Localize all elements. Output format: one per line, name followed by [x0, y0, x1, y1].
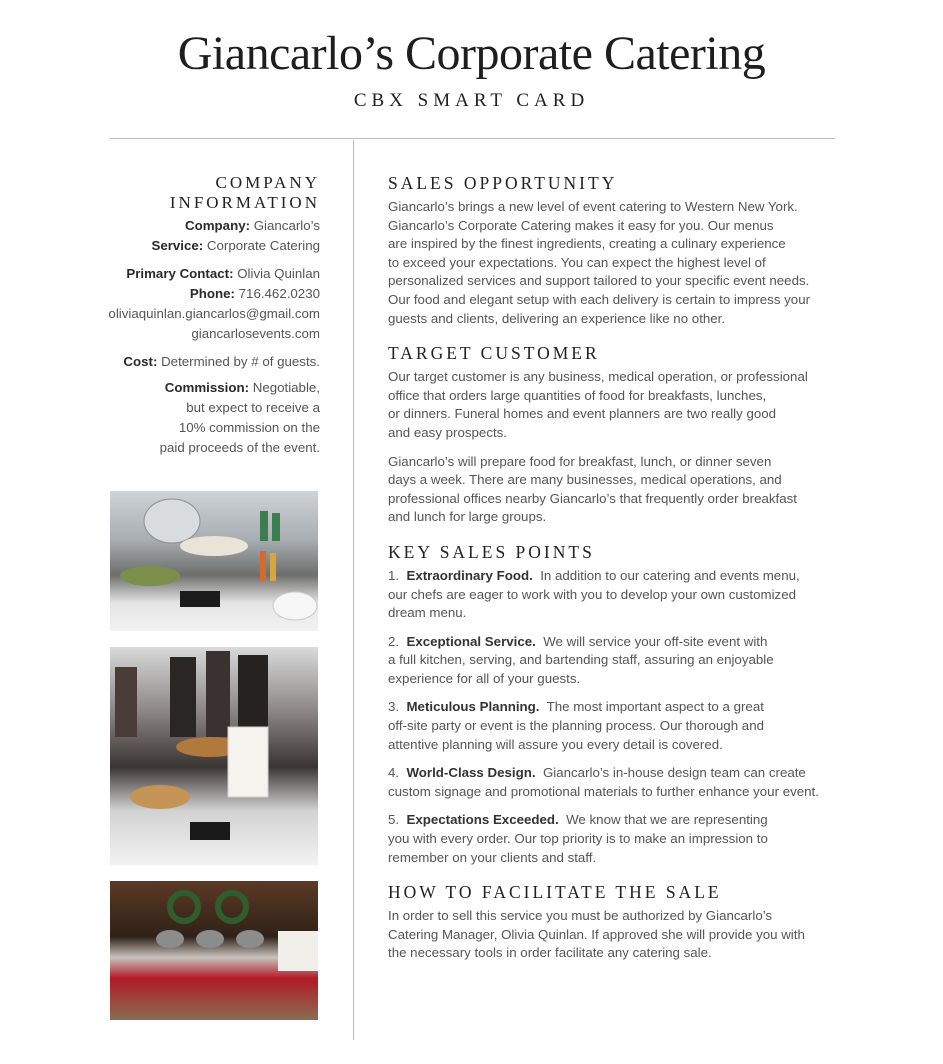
- target-customer-paragraph: Our target customer is any business, medical operation, or professional office that orders large quantities of food for breakfasts, lunches, or dinners. Funeral homes and event planners are two really good and easy prospects.: [388, 369, 808, 440]
- catering-buffet-photo: [110, 491, 318, 631]
- target-customer-paragraph: Giancarlo’s will prepare food for breakfast, lunch, or dinner seven days a week. There are many businesses, medical operations, and professional offices nearby Giancarlo’s that frequently order breakfast and lunch for large groups.: [388, 453, 797, 525]
- facilitate-sale-section: HOW TO FACILITATE THE SALE In order to sell this service you must be authorized by Giancarlo’s Catering Manager, Olivia Quinlan. If approved she will provide you with the necessary tools in order facilitate any catering sale.: [388, 881, 858, 963]
- contact-row: Primary Contact: Olivia Quinlan: [126, 266, 320, 281]
- list-item: 3. Meticulous Planning. The most important aspect to a great off-site party or event is the planning process. Our thorough and attentive planning will assure you every detail is covered.: [388, 699, 764, 752]
- page-title: Giancarlo’s Corporate Catering: [177, 27, 766, 80]
- commission-row: Commission: Negotiable,: [164, 380, 320, 395]
- phone-row: Phone: 716.462.0230: [189, 286, 320, 301]
- column-divider: [353, 140, 354, 1040]
- target-customer-heading: TARGET CUSTOMER: [388, 343, 600, 364]
- sales-opportunity-heading: SALES OPPORTUNITY: [388, 173, 618, 193]
- main-content: [388, 172, 858, 963]
- service-row: Service: Corporate Catering: [151, 238, 320, 253]
- company-info-heading: COMPANY INFORMATION: [169, 173, 320, 212]
- list-item: 4. World-Class Design. Giancarlo’s in-house design team can create custom signage and promotional materials to further enhance your event.: [388, 765, 819, 799]
- website-link[interactable]: giancarlosevents.com: [191, 326, 320, 341]
- facilitate-sale-heading: HOW TO FACILITATE THE SALE: [388, 882, 722, 903]
- holiday-buffet-photo: [110, 881, 318, 1020]
- list-item: 5. Expectations Exceeded. We know that we are representing you with every order. Our top priority is to make an impression to remember on your clients and staff.: [388, 812, 768, 865]
- list-item: 2. Exceptional Service. We will service your off-site event with a full kitchen, serving, and bartending staff, assuring an enjoyable experience for all of your guests.: [388, 633, 774, 686]
- header-divider: [110, 138, 835, 139]
- list-item: 1. Extraordinary Food. In addition to our catering and events menu, our chefs are eager to work with you to develop your own customized dream menu.: [388, 567, 800, 621]
- page-subtitle: CBX SMART CARD: [353, 90, 590, 111]
- email-link[interactable]: oliviaquinlan.giancarlos@gmail.com: [108, 306, 320, 321]
- cost-row: Cost: Determined by # of guests.: [123, 354, 320, 369]
- event-guests-photo: [110, 647, 318, 865]
- company-information: COMPANY INFORMATION Company: Giancarlo’s Service: Corporate Catering Primary Contact: Olivia Quinlan Phone: 716.462.0230 oliviaquinlan.giancarlos@gmail.com giancarlosevents.com Cost: Determined by # of guests. Commission: Negotiable, but expect to receive a 10% commission on the paid proceeds of the event.: [80, 173, 320, 458]
- sales-opportunity-section: SALES OPPORTUNITY Giancarlo’s brings a new level of event catering to Western New York. Giancarlo’s Corporate Catering makes it easy for you. Our menus are inspired by the finest ingredients, creating a culinary experience to exceed your expectations. You can expect the highest level of personalized services and support tailored to your specific event needs. Our food and elegant setup with each delivery is certain to impress your guests and clients, delivering an experience like no other.: [388, 172, 858, 328]
- key-sales-points-section: [388, 541, 858, 867]
- key-sales-points-heading: KEY SALES POINTS: [388, 541, 595, 562]
- company-row: Company: Giancarlo’s: [185, 218, 320, 233]
- target-customer-section: [388, 342, 858, 527]
